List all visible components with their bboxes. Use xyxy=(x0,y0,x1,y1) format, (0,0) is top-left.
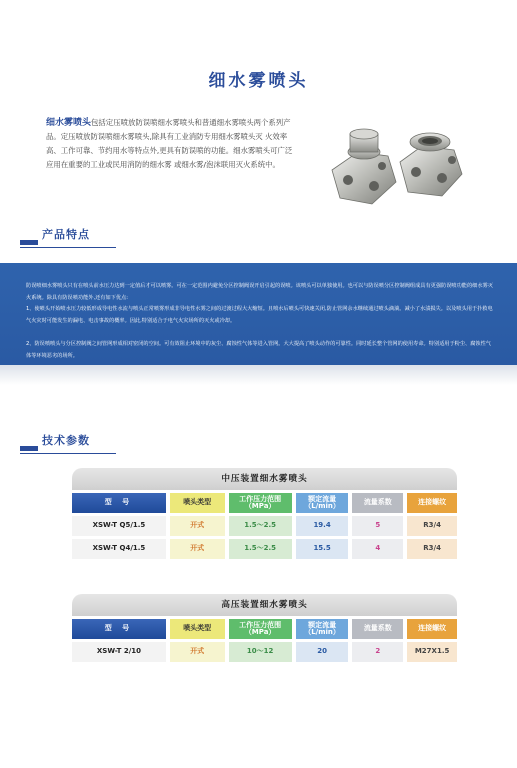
page-title: 细水雾喷头 xyxy=(208,71,309,91)
cell-thread: R3/4 xyxy=(407,539,457,559)
table-row xyxy=(72,516,457,536)
section-marker xyxy=(20,446,38,451)
cell-flow: 19.4 xyxy=(296,516,349,536)
nozzle-product-image xyxy=(318,112,468,222)
cell-coefficient: 2 xyxy=(352,642,403,662)
features-band xyxy=(0,263,517,365)
cell-pressure: 1.5～2.5 xyxy=(229,539,292,559)
cell-coefficient: 4 xyxy=(352,539,403,559)
section-title: 产品特点 xyxy=(42,228,90,241)
cell-pressure: 1.5～2.5 xyxy=(229,516,292,536)
features-paragraph: 防误喷细水雾喷头只有在喷头前水压力达到一定值后才可以喷雾。可在一定范围内避免分区控制阀误开启引起的误喷。该喷头可以单独使用。也可以与防误喷分区控制阀组成具有更强防误喷功能的细水雾灭火系统。除具有防误喷功能外,还有如下优点: xyxy=(26,283,493,301)
table-caption: 中压装置细水雾喷头 xyxy=(72,468,457,490)
header-thread: 连接螺纹 xyxy=(407,619,457,639)
header-coefficient: 流量系数 xyxy=(352,493,403,513)
cell-model: XSW-T Q4/1.5 xyxy=(72,539,166,559)
table-row xyxy=(72,642,457,662)
header-flow: 额定流量（L/min） xyxy=(296,493,349,513)
section-header-specs xyxy=(20,432,120,454)
header-type: 喷头类型 xyxy=(170,493,225,513)
features-paragraph: 1、使喷头开始喷水压力较低形成导电性水流与喷头正常喷雾形成非导电性水雾之间的过渡过程大大缩短。且喷水后喷头可快速关闭,防止管网余水继续通过喷头滴淌。减小了水渍损失。以及喷头用于扑救电气火灾时可能发生的漏电、电击事故的概率。因此,特别适合于电气火灾场所的灭火或冷却。 xyxy=(26,306,493,324)
header-pressure: 工作压力范围（MPa） xyxy=(229,619,292,639)
spec-table-medium-pressure xyxy=(72,468,457,559)
header-type: 喷头类型 xyxy=(170,619,225,639)
band-shadow xyxy=(0,365,517,385)
intro-paragraph xyxy=(46,116,296,172)
header-model: 型 号 xyxy=(72,619,166,639)
header-flow: 额定流量（L/min） xyxy=(296,619,349,639)
cell-type: 开式 xyxy=(170,642,225,662)
header-model: 型 号 xyxy=(72,493,166,513)
table-row xyxy=(72,539,457,559)
section-underline xyxy=(20,247,116,248)
cell-pressure: 10～12 xyxy=(229,642,292,662)
spec-table-high-pressure xyxy=(72,594,457,662)
header-thread: 连接螺纹 xyxy=(407,493,457,513)
cell-type: 开式 xyxy=(170,539,225,559)
table-header-row xyxy=(72,493,457,513)
section-marker xyxy=(20,240,38,245)
intro-body: 包括定压喷放防误喷细水雾喷头和普通细水雾喷头两个系列产品。定压喷放防误喷细水雾喷头,除具有工业消防专用细水雾喷头灭 火效率高、工作可靠、节约用水等特点外,更具有防误喷的功能。细水雾喷头可广泛应用在重要的工业或民用消防的细水雾 或细水雾/泡沫联用灭火系统中。 xyxy=(46,118,293,169)
cell-flow: 15.5 xyxy=(296,539,349,559)
cell-type: 开式 xyxy=(170,516,225,536)
table-header-row xyxy=(72,619,457,639)
section-title: 技术参数 xyxy=(42,434,90,447)
cell-thread: R3/4 xyxy=(407,516,457,536)
cell-coefficient: 5 xyxy=(352,516,403,536)
cell-model: XSW-T 2/10 xyxy=(72,642,166,662)
header-coefficient: 流量系数 xyxy=(352,619,403,639)
cell-flow: 20 xyxy=(296,642,349,662)
section-underline xyxy=(20,453,116,454)
cell-thread: M27X1.5 xyxy=(407,642,457,662)
intro-lead: 细水雾喷头 xyxy=(46,118,92,128)
features-paragraph: 2、防误喷喷头与分区控制阀之间管网形成相对密闭的空间。可有效阻止环境中的灰尘、腐蚀性气体等进入管网。大大提高了喷头动作的可靠性。同时延长整个管网的使用寿命。特别适用于粉尘、腐蚀性气体等环境恶劣的场所。 xyxy=(26,341,491,359)
cell-model: XSW-T Q5/1.5 xyxy=(72,516,166,536)
table-caption: 高压装置细水雾喷头 xyxy=(72,594,457,616)
section-header-features xyxy=(20,226,120,248)
header-pressure: 工作压力范围（MPa） xyxy=(229,493,292,513)
